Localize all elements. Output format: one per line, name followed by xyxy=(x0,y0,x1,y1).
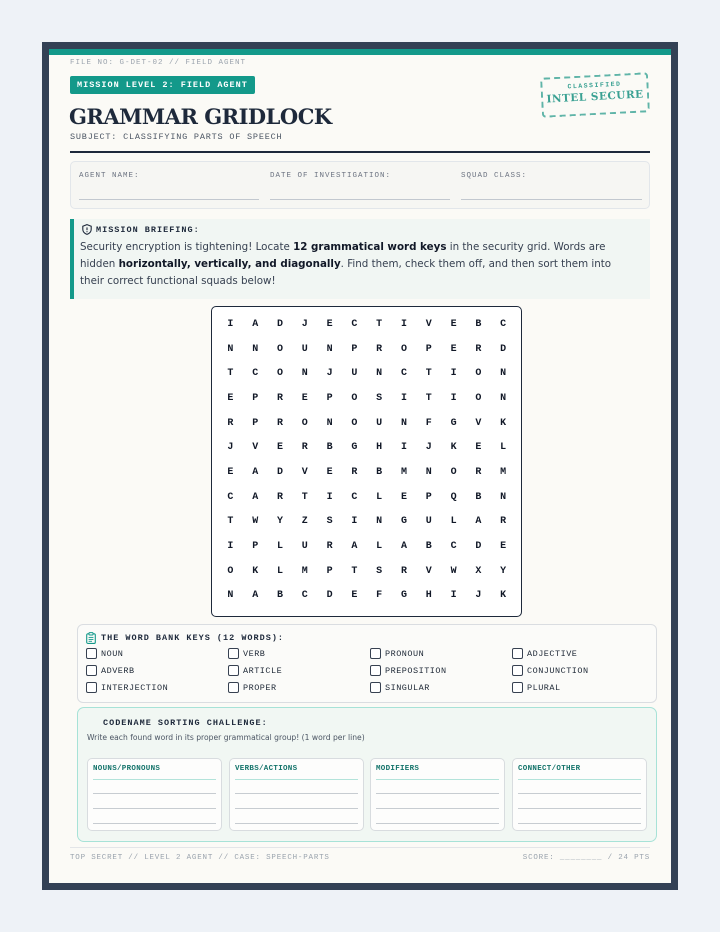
grid-cell[interactable]: D xyxy=(500,343,507,355)
grid-cell[interactable]: E xyxy=(500,541,507,553)
grid-cell[interactable]: R xyxy=(276,417,283,429)
sorting-challenge xyxy=(77,707,657,842)
grid-cell[interactable]: C xyxy=(351,318,358,330)
grid-cell[interactable]: C xyxy=(450,541,457,553)
grid-cell[interactable]: P xyxy=(252,541,259,553)
briefing-text-3: . Find them, check them off, and then sort them into their correct functional squads below! xyxy=(80,258,612,287)
grid-cell[interactable]: T xyxy=(351,565,358,577)
grid-cell[interactable]: N xyxy=(376,368,383,380)
grid-cell[interactable]: A xyxy=(252,318,259,330)
grid-cell[interactable]: O xyxy=(351,417,358,429)
grid-cell[interactable]: Y xyxy=(276,516,283,528)
word-bank-item[interactable] xyxy=(370,665,447,676)
grid-cell[interactable]: N xyxy=(227,343,234,355)
grid-cell[interactable]: A xyxy=(400,541,407,553)
date-field[interactable] xyxy=(270,172,391,180)
agent-name-field[interactable] xyxy=(79,172,140,180)
grid-cell[interactable]: Y xyxy=(500,565,507,577)
word-bank-item[interactable] xyxy=(86,665,135,676)
grid-cell[interactable]: K xyxy=(500,590,507,602)
grid-cell[interactable]: X xyxy=(475,565,482,577)
answer-line[interactable] xyxy=(93,808,216,809)
word-checkbox[interactable] xyxy=(86,648,97,659)
grid-cell[interactable]: N xyxy=(500,368,507,380)
shield-icon xyxy=(82,224,92,235)
squad-class-label: SQUAD CLASS: xyxy=(461,172,528,180)
grid-cell[interactable]: V xyxy=(252,442,259,454)
grid-cell[interactable]: U xyxy=(301,343,308,355)
sorting-column xyxy=(370,758,505,831)
footer-classification: TOP SECRET // LEVEL 2 AGENT // CASE: SPEECH-PARTS xyxy=(70,854,330,862)
grid-cell[interactable]: E xyxy=(351,590,358,602)
word-checkbox[interactable] xyxy=(228,665,239,676)
grid-cell[interactable]: U xyxy=(425,516,432,528)
grid-cell[interactable]: T xyxy=(227,516,234,528)
grid-cell[interactable]: J xyxy=(326,368,333,380)
answer-line[interactable] xyxy=(235,793,358,794)
title-divider xyxy=(70,151,650,153)
grid-cell[interactable]: P xyxy=(252,417,259,429)
sorting-column-title: MODIFIERS xyxy=(376,765,420,773)
grid-cell[interactable]: I xyxy=(227,318,234,330)
grid-cell[interactable]: U xyxy=(301,541,308,553)
grid-cell[interactable]: F xyxy=(376,590,383,602)
grid-cell[interactable]: B xyxy=(276,590,283,602)
grid-cell[interactable]: O xyxy=(400,343,407,355)
grid-cell[interactable]: T xyxy=(301,491,308,503)
grid-cell[interactable]: R xyxy=(351,466,358,478)
grid-cell[interactable]: T xyxy=(425,392,432,404)
grid-cell[interactable]: A xyxy=(475,516,482,528)
grid-cell[interactable]: C xyxy=(400,368,407,380)
footer-score[interactable]: SCORE: ________ / 24 PTS xyxy=(522,854,650,862)
briefing-text-1: Security encryption is tightening! Locate xyxy=(80,241,294,253)
column-title-underline xyxy=(93,779,216,780)
grid-cell[interactable]: U xyxy=(376,417,383,429)
grid-cell[interactable]: C xyxy=(301,590,308,602)
grid-cell[interactable]: O xyxy=(301,417,308,429)
word-label: SINGULAR xyxy=(385,682,430,693)
grid-cell[interactable]: P xyxy=(425,491,432,503)
word-label: ARTICLE xyxy=(243,665,283,676)
grid-cell[interactable]: T xyxy=(227,368,234,380)
footer-divider xyxy=(70,847,650,848)
grid-cell[interactable]: L xyxy=(376,491,383,503)
grid-cell[interactable]: O xyxy=(276,343,283,355)
grid-cell[interactable]: P xyxy=(425,343,432,355)
word-checkbox[interactable] xyxy=(512,682,523,693)
grid-cell[interactable]: L xyxy=(500,442,507,454)
grid-cell[interactable]: V xyxy=(475,417,482,429)
grid-cell[interactable]: N xyxy=(227,590,234,602)
grid-cell[interactable]: S xyxy=(376,565,383,577)
word-checkbox[interactable] xyxy=(228,682,239,693)
challenge-subtitle: Write each found word in its proper grammatical group! (1 word per line) xyxy=(87,733,365,742)
grid-cell[interactable]: W xyxy=(252,516,259,528)
word-label: ADVERB xyxy=(101,665,135,676)
grid-cell[interactable]: D xyxy=(276,466,283,478)
word-checkbox[interactable] xyxy=(512,648,523,659)
word-label: PREPOSITION xyxy=(385,665,447,676)
grid-cell[interactable]: O xyxy=(227,565,234,577)
sorting-column xyxy=(87,758,222,831)
grid-cell[interactable]: T xyxy=(376,318,383,330)
word-label: ADJECTIVE xyxy=(527,648,578,659)
word-checkbox[interactable] xyxy=(512,665,523,676)
grid-cell[interactable]: L xyxy=(276,541,283,553)
answer-line[interactable] xyxy=(518,823,641,824)
agent-info-box xyxy=(70,161,650,209)
grid-cell[interactable]: U xyxy=(351,368,358,380)
word-bank-item[interactable] xyxy=(228,648,265,659)
word-label: PLURAL xyxy=(527,682,561,693)
briefing-text xyxy=(80,239,620,290)
grid-cell[interactable]: J xyxy=(425,442,432,454)
sorting-column xyxy=(512,758,647,831)
grid-cell[interactable]: E xyxy=(227,392,234,404)
grid-cell[interactable]: P xyxy=(252,392,259,404)
answer-line[interactable] xyxy=(235,823,358,824)
grid-cell[interactable]: Q xyxy=(450,491,457,503)
briefing-text-2: in the security grid. Words are hidden xyxy=(80,241,606,270)
grid-cell[interactable]: D xyxy=(475,541,482,553)
page-subject: SUBJECT: CLASSIFYING PARTS OF SPEECH xyxy=(70,132,283,142)
answer-line[interactable] xyxy=(93,823,216,824)
word-bank-item[interactable] xyxy=(512,665,589,676)
clipboard-icon xyxy=(86,632,96,644)
stamp-line-classified: CLASSIFIED xyxy=(567,80,622,91)
answer-line[interactable] xyxy=(93,793,216,794)
grid-cell[interactable]: G xyxy=(351,442,358,454)
word-bank xyxy=(77,624,657,703)
grid-cell[interactable]: J xyxy=(301,318,308,330)
grid-cell[interactable]: I xyxy=(400,392,407,404)
grid-cell[interactable]: Z xyxy=(301,516,308,528)
grid-cell[interactable]: D xyxy=(276,318,283,330)
stamp-line-intel-secure: INTEL SECURE xyxy=(546,88,644,106)
word-label: NOUN xyxy=(101,648,124,659)
worksheet-frame xyxy=(42,42,678,890)
word-bank-item[interactable] xyxy=(512,682,561,693)
grid-cell[interactable]: S xyxy=(376,392,383,404)
squad-class-line[interactable] xyxy=(461,199,642,200)
word-checkbox[interactable] xyxy=(370,648,381,659)
grid-cell[interactable]: M xyxy=(301,565,308,577)
word-label: INTERJECTION xyxy=(101,682,169,693)
page-title: GRAMMAR GRIDLOCK xyxy=(69,104,332,129)
word-bank-item[interactable] xyxy=(86,682,168,693)
grid-cell[interactable]: B xyxy=(475,491,482,503)
word-bank-header xyxy=(86,632,284,644)
grid-cell[interactable]: I xyxy=(326,491,333,503)
grid-cell[interactable]: I xyxy=(400,318,407,330)
grid-cell[interactable]: R xyxy=(376,343,383,355)
agent-name-line[interactable] xyxy=(79,199,259,200)
grid-cell[interactable]: E xyxy=(475,442,482,454)
word-label: VERB xyxy=(243,648,266,659)
grid-cell[interactable]: H xyxy=(425,590,432,602)
classified-stamp xyxy=(540,72,650,118)
grid-cell[interactable]: P xyxy=(351,343,358,355)
grid-cell[interactable]: A xyxy=(252,466,259,478)
grid-cell[interactable]: N xyxy=(326,343,333,355)
grid-cell[interactable]: F xyxy=(425,417,432,429)
grid-cell[interactable]: J xyxy=(475,590,482,602)
word-bank-title: THE WORD BANK KEYS (12 WORDS): xyxy=(101,633,285,643)
grid-cell[interactable]: A xyxy=(252,590,259,602)
word-checkbox[interactable] xyxy=(228,648,239,659)
grid-cell[interactable]: M xyxy=(500,466,507,478)
word-checkbox[interactable] xyxy=(86,665,97,676)
grid-cell[interactable]: G xyxy=(450,417,457,429)
grid-cell[interactable]: O xyxy=(351,392,358,404)
grid-cell[interactable]: P xyxy=(326,392,333,404)
sorting-column-title: NOUNS/PRONOUNS xyxy=(93,765,161,773)
grid-cell[interactable]: E xyxy=(450,318,457,330)
grid-cell[interactable]: R xyxy=(400,565,407,577)
grid-cell[interactable]: V xyxy=(301,466,308,478)
grid-cell[interactable]: N xyxy=(326,417,333,429)
grid-cell[interactable]: R xyxy=(475,343,482,355)
grid-cell[interactable]: C xyxy=(500,318,507,330)
grid-cell[interactable]: V xyxy=(425,565,432,577)
word-bank-item[interactable] xyxy=(228,682,277,693)
word-bank-item[interactable] xyxy=(228,665,282,676)
worksheet-page xyxy=(49,49,671,883)
date-line[interactable] xyxy=(270,199,450,200)
grid-cell[interactable]: L xyxy=(276,565,283,577)
squad-class-field[interactable] xyxy=(461,172,527,180)
word-checkbox[interactable] xyxy=(370,682,381,693)
grid-cell[interactable]: G xyxy=(400,590,407,602)
answer-line[interactable] xyxy=(376,823,499,824)
grid-cell[interactable]: O xyxy=(276,368,283,380)
grid-cell[interactable]: E xyxy=(276,442,283,454)
grid-cell[interactable]: I xyxy=(351,516,358,528)
grid-cell[interactable]: E xyxy=(400,491,407,503)
grid-cell[interactable]: R xyxy=(475,466,482,478)
grid-cell[interactable]: R xyxy=(276,491,283,503)
grid-cell[interactable]: O xyxy=(450,466,457,478)
grid-cell[interactable]: D xyxy=(326,590,333,602)
word-bank-item[interactable] xyxy=(370,682,430,693)
challenge-title: CODENAME SORTING CHALLENGE: xyxy=(103,718,268,728)
grid-cell[interactable]: H xyxy=(376,442,383,454)
grid-cell[interactable]: I xyxy=(400,442,407,454)
word-bank-item[interactable] xyxy=(370,648,424,659)
grid-cell[interactable]: R xyxy=(301,442,308,454)
file-number: FILE NO: G-DET-02 // FIELD AGENT xyxy=(70,59,247,67)
answer-line[interactable] xyxy=(376,808,499,809)
word-checkbox[interactable] xyxy=(370,665,381,676)
grid-cell[interactable]: N xyxy=(376,516,383,528)
word-label: PROPER xyxy=(243,682,277,693)
grid-cell[interactable]: E xyxy=(326,466,333,478)
grid-cell[interactable]: C xyxy=(252,368,259,380)
briefing-bold-2: horizontally, vertically, and diagonally xyxy=(118,258,341,270)
grid-cell[interactable]: T xyxy=(425,368,432,380)
grid-cell[interactable]: O xyxy=(475,392,482,404)
grid-cell[interactable]: B xyxy=(475,318,482,330)
grid-cell[interactable]: E xyxy=(326,318,333,330)
column-title-underline xyxy=(376,779,499,780)
grid-cell[interactable]: A xyxy=(351,541,358,553)
grid-cell[interactable]: N xyxy=(400,417,407,429)
word-bank-item[interactable] xyxy=(512,648,577,659)
word-label: PRONOUN xyxy=(385,648,425,659)
sorting-column xyxy=(229,758,364,831)
grid-cell[interactable]: E xyxy=(301,392,308,404)
grid-cell[interactable]: I xyxy=(227,541,234,553)
grid-cell[interactable]: N xyxy=(301,368,308,380)
grid-cell[interactable]: N xyxy=(500,491,507,503)
grid-cell[interactable]: C xyxy=(351,491,358,503)
grid-cell[interactable]: R xyxy=(227,417,234,429)
grid-cell[interactable]: B xyxy=(376,466,383,478)
answer-line[interactable] xyxy=(518,808,641,809)
briefing-bold-1: 12 grammatical word keys xyxy=(293,241,447,253)
grid-cell[interactable]: J xyxy=(227,442,234,454)
agent-name-label: AGENT NAME: xyxy=(79,172,140,180)
grid-cell[interactable]: G xyxy=(400,516,407,528)
grid-cell[interactable]: A xyxy=(252,491,259,503)
answer-line[interactable] xyxy=(235,808,358,809)
word-search-grid[interactable] xyxy=(211,306,522,617)
grid-cell[interactable]: M xyxy=(400,466,407,478)
answer-line[interactable] xyxy=(518,793,641,794)
mission-briefing xyxy=(70,219,650,299)
grid-cell[interactable]: I xyxy=(450,368,457,380)
grid-cell[interactable]: R xyxy=(276,392,283,404)
grid-cell[interactable]: C xyxy=(227,491,234,503)
grid-cell[interactable]: W xyxy=(450,565,457,577)
sorting-column-title: VERBS/ACTIONS xyxy=(235,765,298,773)
grid-cell[interactable]: K xyxy=(450,442,457,454)
date-label: DATE OF INVESTIGATION: xyxy=(270,172,392,180)
grid-cell[interactable]: B xyxy=(326,442,333,454)
briefing-title: MISSION BRIEFING: xyxy=(96,224,200,235)
grid-cell[interactable]: O xyxy=(475,368,482,380)
grid-cell[interactable]: N xyxy=(425,466,432,478)
grid-cell[interactable]: I xyxy=(450,392,457,404)
word-checkbox[interactable] xyxy=(86,682,97,693)
sorting-column-title: CONNECT/OTHER xyxy=(518,765,581,773)
grid-cell[interactable]: N xyxy=(252,343,259,355)
briefing-header xyxy=(82,224,200,235)
mission-level-badge: MISSION LEVEL 2: FIELD AGENT xyxy=(70,76,255,94)
column-title-underline xyxy=(518,779,641,780)
grid-cell[interactable]: L xyxy=(450,516,457,528)
grid-cell[interactable]: N xyxy=(500,392,507,404)
answer-line[interactable] xyxy=(376,793,499,794)
grid-cell[interactable]: S xyxy=(326,516,333,528)
grid-cell[interactable]: V xyxy=(425,318,432,330)
column-title-underline xyxy=(235,779,358,780)
grid-cell[interactable]: R xyxy=(500,516,507,528)
grid-cell[interactable]: L xyxy=(376,541,383,553)
word-bank-item[interactable] xyxy=(86,648,123,659)
grid-cell[interactable]: E xyxy=(227,466,234,478)
grid-cell[interactable]: K xyxy=(252,565,259,577)
grid-cell[interactable]: I xyxy=(450,590,457,602)
grid-cell[interactable]: E xyxy=(450,343,457,355)
word-label: CONJUNCTION xyxy=(527,665,589,676)
grid-cell[interactable]: B xyxy=(425,541,432,553)
grid-cell[interactable]: R xyxy=(326,541,333,553)
grid-cell[interactable]: P xyxy=(326,565,333,577)
grid-cell[interactable]: K xyxy=(500,417,507,429)
